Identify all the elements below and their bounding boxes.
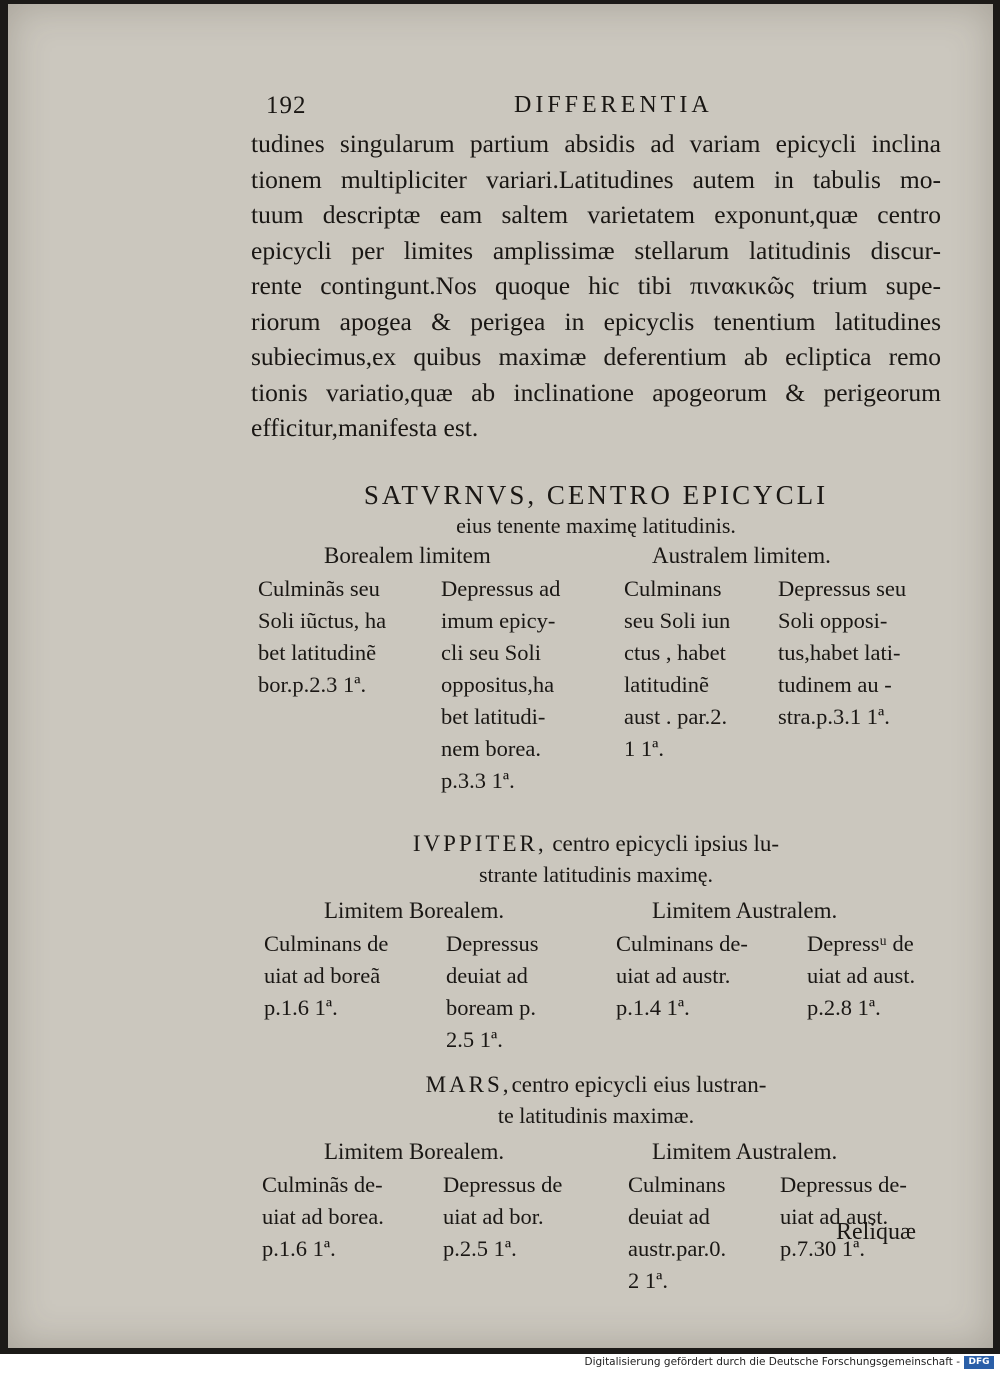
table-cell: Depressus ad imum epicy- cli seu Soli oppositus,ha bet latitudi- nem borea. p.3.3 1ª. (441, 575, 561, 793)
table-cell: Culminãs de- uiat ad borea. p.1.6 1ª. (262, 1171, 384, 1261)
latitude-table (246, 928, 946, 1062)
section-mars (246, 1068, 946, 1299)
catchword: Reliquæ (836, 1219, 917, 1245)
running-title: DIFFERENTIA (514, 92, 713, 118)
section-subheading: eius tenente maximę latitudinis. (456, 512, 736, 538)
limit-south-label: Australem limitem. (652, 542, 831, 568)
limits-row (246, 896, 946, 928)
body-line: tuum descriptæ eam saltem varietatem exponunt,quæ centro (251, 200, 941, 229)
page-number: 192 (266, 92, 307, 119)
section-jupiter (246, 827, 946, 1062)
planet-name: MARS, (425, 1071, 512, 1097)
limit-north-label: Limitem Borealem. (324, 897, 505, 923)
limits-row (246, 541, 946, 573)
funding-credit: Digitalisierung gefördert durch die Deutsche Forschungsgemeinschaft - (584, 1356, 960, 1368)
page-content (246, 92, 946, 1299)
table-cell: Culminans seu Soli iun ctus , habet latitudinẽ aust . par.2. 1 1ª. (624, 575, 731, 761)
section-heading: SATVRNVS, CENTRO EPICYCLI (363, 479, 829, 510)
limit-north-label: Limitem Borealem. (324, 1138, 505, 1164)
table-cell: Depressus de uiat ad bor. p.2.5 1ª. (443, 1171, 563, 1261)
table-cell: Depressᵘ de uiat ad aust. p.2.8 1ª. (807, 930, 916, 1020)
body-paragraph (246, 126, 941, 446)
section-heading (246, 827, 946, 860)
table-cell: Culminans de- uiat ad austr. p.1.4 1ª. (616, 930, 748, 1020)
body-line: epicycli per limites amplissimæ stellarum latitudinis discur- (251, 235, 941, 265)
table-cell: Culminans deuiat ad austr.par.0. 2 1ª. (628, 1171, 727, 1293)
body-line: efficitur,manifesta est. (251, 413, 479, 442)
table-cell: Culminans de uiat ad boreã p.1.6 1ª. (264, 930, 389, 1020)
body-line: rente contingunt.Nos quoque hic tibi πινακικῶς trium supe- (251, 271, 941, 300)
section-saturn (246, 480, 946, 803)
heading-text: centro epicycli ipsius lu- (546, 830, 780, 856)
body-line: riorum apogea & perigea in epicyclis tenentium latitudines (251, 306, 941, 336)
section-heading (246, 1068, 946, 1101)
table-cell: Depressus de- uiat ad aust. p.7.30 1ª. (780, 1171, 907, 1261)
book-page (8, 4, 993, 1348)
table-cell: Depressus seu Soli opposi- tus,habet lati- tudinem au - stra.p.3.1 1ª. (778, 575, 907, 729)
heading-text: centro epicycli eius lustran- (511, 1071, 767, 1097)
latitude-table (246, 573, 946, 803)
limit-south-label: Limitem Australem. (652, 1138, 838, 1164)
footer-bar (0, 1354, 1000, 1374)
section-subheading: te latitudinis maximæ. (497, 1102, 695, 1128)
limits-row (246, 1137, 946, 1169)
table-cell: Culminãs seu Soli iũctus, ha bet latitudinẽ bor.p.2.3 1ª. (258, 575, 387, 697)
body-line: subiecimus,ex quibus maximæ deferentium ab ecliptica remo (251, 342, 941, 371)
body-line: tionem multipliciter variari.Latitudines autem in tabulis mo- (251, 164, 941, 194)
running-head (246, 92, 946, 126)
table-cell: Depressus deuiat ad boream p. 2.5 1ª. (446, 930, 539, 1052)
planet-name: IVPPITER, (412, 830, 547, 856)
body-line: tudines singularum partium absidis ad variam epicycli inclina (251, 129, 941, 158)
limit-south-label: Limitem Australem. (652, 897, 838, 923)
body-line: tionis variatio,quæ ab inclinatione apogeorum & perigeorum (251, 377, 941, 407)
limit-north-label: Borealem limitem (324, 542, 491, 568)
dfg-logo-icon: DFG (964, 1356, 994, 1369)
section-subheading: strante latitudinis maximę. (478, 861, 713, 887)
